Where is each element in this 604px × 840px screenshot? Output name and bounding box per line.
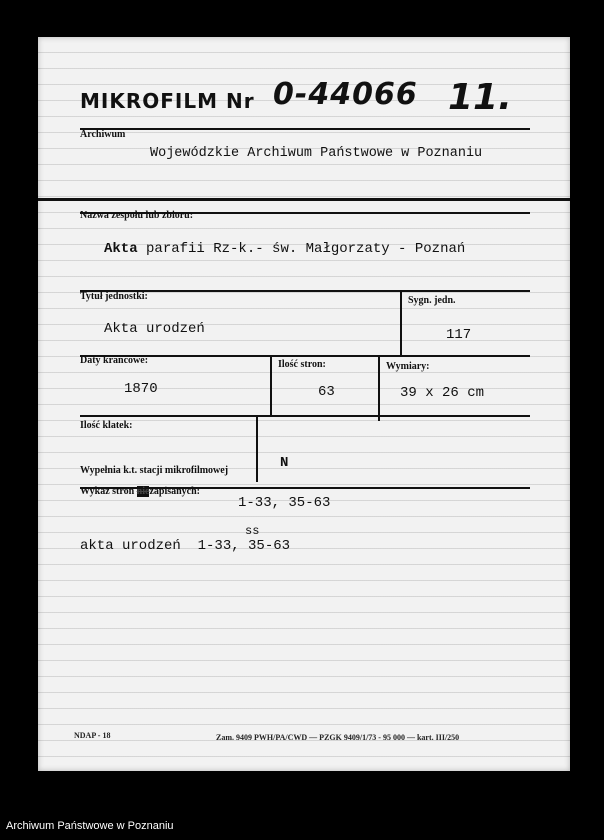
archive-caption: Archiwum Państwowe w Poznaniu: [6, 820, 174, 832]
pages-list-label-end: zapisanych:: [149, 486, 201, 497]
signature-value: 117: [446, 327, 472, 343]
microfilm-number: 0-44066: [273, 77, 418, 112]
unit-title-label: Tytuł jednostki:: [80, 291, 148, 302]
frames-divider: [256, 416, 258, 482]
frames-label: Ilość klatek:: [80, 420, 133, 431]
archive-label: Archiwum: [80, 129, 126, 140]
dates-value: 1870: [124, 381, 158, 397]
pages-list-label: [80, 486, 200, 497]
handwritten-mark: 11.: [448, 77, 512, 118]
pages-list-label-struck: nie: [136, 486, 150, 497]
dates-label: Daty krańcowe:: [80, 355, 149, 366]
pages-list-value: 1-33, 35-63: [238, 495, 331, 511]
dates-divider: [270, 355, 272, 415]
dimensions-value: 39 x 26 cm: [400, 385, 485, 401]
station-value: N: [280, 455, 289, 471]
notes-superscript: ss: [245, 524, 260, 538]
collection-value-bold: Akta: [104, 241, 138, 257]
signature-label: Sygn. jedn.: [408, 295, 456, 306]
unit-title-value: Akta urodzeń: [104, 321, 205, 337]
collection-value: [104, 241, 465, 257]
header-rule: [80, 128, 530, 130]
signature-divider: [400, 290, 402, 356]
footer-left: NDAP - 18: [74, 731, 111, 740]
dimensions-label: Wymiary:: [386, 361, 430, 372]
collection-value-rest: parafii Rz-k.- św. Małgorzaty - Poznań: [146, 241, 466, 257]
collection-label: Nazwa zespołu lub zbioru:: [80, 210, 194, 221]
microfilm-card: [38, 37, 570, 771]
pages-list-label-start: Wykaz stron: [80, 486, 135, 497]
footer-right: Zam. 9409 PWH/PA/CWD — PZGK 9409/1/73 - 95 000 — kart. III/250: [216, 733, 460, 742]
pages-divider: [378, 355, 380, 421]
archive-value: Wojewódzkie Archiwum Państwowe w Poznaniu: [150, 146, 483, 161]
details-rule: [80, 415, 530, 417]
microfilm-title: MIKROFILM Nr: [80, 89, 255, 113]
station-label: Wypełnia k.t. stacji mikrofilmowej: [80, 465, 229, 476]
archive-rule: [38, 198, 570, 201]
pages-label: Ilość stron:: [278, 359, 326, 370]
notes-line: akta urodzeń 1-33, 35-63: [80, 538, 291, 554]
pages-value: 63: [318, 384, 335, 400]
